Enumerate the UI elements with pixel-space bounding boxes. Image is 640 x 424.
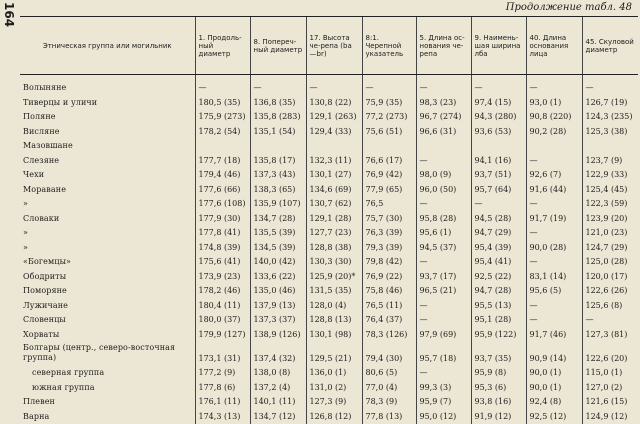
measurement-cell: 126,8 (12) (306, 409, 362, 424)
data-table-frame (20, 16, 638, 421)
measurement-cell: 91,7 (19) (526, 211, 582, 226)
measurement-cell: 126,7 (19) (582, 95, 638, 110)
measurement-cell: 130,3 (30) (306, 255, 362, 270)
table-row (20, 168, 638, 183)
table-row (20, 110, 638, 125)
measurement-cell: 177,6 (66) (195, 182, 250, 197)
measurement-cell: 130,1 (98) (306, 327, 362, 342)
measurement-cell: 140,1 (11) (250, 395, 306, 410)
measurement-cell: 93,7 (51) (471, 168, 526, 183)
measurement-cell: 91,7 (46) (526, 327, 582, 342)
measurement-cell: — (416, 313, 471, 328)
measurement-cell: 125,3 (38) (582, 124, 638, 139)
measurement-cell: 129,1 (263) (306, 110, 362, 125)
measurement-cell: 125,4 (45) (582, 182, 638, 197)
measurement-cell: 127,7 (23) (306, 226, 362, 241)
group-name-cell: Хорваты (23, 329, 60, 339)
measurement-cell: 122,6 (26) (582, 284, 638, 299)
table-row (20, 269, 638, 284)
measurement-cell: 130,7 (62) (306, 197, 362, 212)
measurement-cell: 123,7 (9) (582, 153, 638, 168)
measurement-cell: 83,1 (14) (526, 269, 582, 284)
measurement-cell: 96,7 (274) (416, 110, 471, 125)
group-name-cell: Волыняне (23, 83, 67, 93)
measurement-cell: — (471, 197, 526, 212)
measurement-cell: 137,9 (13) (250, 298, 306, 313)
measurement-cell: 136,0 (1) (306, 366, 362, 381)
measurement-cell: 128,0 (4) (306, 298, 362, 313)
measurement-cell: — (416, 298, 471, 313)
measurement-cell: — (526, 81, 582, 96)
table-row (20, 153, 638, 168)
measurement-cell: 127,3 (9) (306, 395, 362, 410)
measurement-cell: 177,8 (6) (195, 380, 250, 395)
measurement-cell: 140,0 (42) (250, 255, 306, 270)
measurement-cell: 177,6 (108) (195, 197, 250, 212)
craniometric-table (20, 16, 638, 424)
measurement-cell: 179,9 (127) (195, 327, 250, 342)
measurement-cell: 91,9 (12) (471, 409, 526, 424)
measurement-cell: 77,0 (4) (362, 380, 416, 395)
measurement-cell: 76,5 (11) (362, 298, 416, 313)
measurement-cell: — (526, 226, 582, 241)
measurement-cell: 115,0 (1) (582, 366, 638, 381)
table-row (20, 95, 638, 110)
table-row (20, 182, 638, 197)
measurement-cell (526, 139, 582, 154)
measurement-cell: — (416, 366, 471, 381)
measurement-cell: 177,9 (30) (195, 211, 250, 226)
table-row (20, 197, 638, 212)
measurement-cell: — (306, 81, 362, 96)
measurement-cell: 90,2 (28) (526, 124, 582, 139)
measurement-cell: 94,1 (16) (471, 153, 526, 168)
measurement-cell: 180,0 (37) (195, 313, 250, 328)
measurement-cell: 75,7 (30) (362, 211, 416, 226)
measurement-cell: 94,7 (29) (471, 226, 526, 241)
measurement-cell: 122,3 (59) (582, 197, 638, 212)
column-header: 17. Высота че-репа (ba—br) (306, 17, 362, 75)
measurement-cell: 93,7 (35) (471, 342, 526, 366)
column-header-group: Этническая группа или могильник (20, 17, 195, 75)
measurement-cell: 97,9 (69) (416, 327, 471, 342)
measurement-cell: 124,9 (12) (582, 409, 638, 424)
table-body (20, 75, 638, 424)
measurement-cell: 137,4 (32) (250, 342, 306, 366)
measurement-cell: — (526, 153, 582, 168)
measurement-cell: 79,4 (30) (362, 342, 416, 366)
group-name-cell: Лужичане (23, 300, 68, 310)
measurement-cell: — (471, 81, 526, 96)
measurement-cell: 137,3 (43) (250, 168, 306, 183)
group-name-cell: Висляне (23, 126, 60, 136)
measurement-cell: 121,0 (23) (582, 226, 638, 241)
measurement-cell: 94,5 (37) (416, 240, 471, 255)
measurement-cell: 90,0 (1) (526, 380, 582, 395)
measurement-cell: 79,8 (42) (362, 255, 416, 270)
measurement-cell: — (362, 81, 416, 96)
measurement-cell: 77,8 (13) (362, 409, 416, 424)
measurement-cell: 122,6 (20) (582, 342, 638, 366)
measurement-cell: 95,8 (28) (416, 211, 471, 226)
measurement-cell: 127,3 (81) (582, 327, 638, 342)
table-row (20, 395, 638, 410)
measurement-cell: 90,0 (28) (526, 240, 582, 255)
measurement-cell: 122,9 (33) (582, 168, 638, 183)
table-header-row (20, 17, 638, 75)
measurement-cell: 92,6 (7) (526, 168, 582, 183)
measurement-cell: 138,3 (65) (250, 182, 306, 197)
group-name-cell: » (23, 199, 28, 209)
measurement-cell: 129,1 (28) (306, 211, 362, 226)
measurement-cell: 96,6 (31) (416, 124, 471, 139)
measurement-cell (362, 139, 416, 154)
table-row (20, 327, 638, 342)
measurement-cell: 90,8 (220) (526, 110, 582, 125)
measurement-cell: 177,8 (41) (195, 226, 250, 241)
measurement-cell: 128,8 (38) (306, 240, 362, 255)
measurement-cell: 138,0 (8) (250, 366, 306, 381)
table-row (20, 313, 638, 328)
measurement-cell: 134,7 (12) (250, 409, 306, 424)
measurement-cell: 76,4 (37) (362, 313, 416, 328)
measurement-cell: — (526, 298, 582, 313)
measurement-cell: 94,7 (28) (471, 284, 526, 299)
measurement-cell: 135,0 (46) (250, 284, 306, 299)
measurement-cell (582, 139, 638, 154)
measurement-cell: 93,8 (16) (471, 395, 526, 410)
measurement-cell: 137,2 (4) (250, 380, 306, 395)
measurement-cell: 91,6 (44) (526, 182, 582, 197)
measurement-cell: 134,6 (69) (306, 182, 362, 197)
measurement-cell: 130,8 (22) (306, 95, 362, 110)
measurement-cell: — (416, 81, 471, 96)
measurement-cell: 179,4 (46) (195, 168, 250, 183)
measurement-cell: 124,3 (235) (582, 110, 638, 125)
measurement-cell: 76,3 (39) (362, 226, 416, 241)
measurement-cell: — (195, 81, 250, 96)
measurement-cell: 99,3 (3) (416, 380, 471, 395)
measurement-cell: 121,6 (15) (582, 395, 638, 410)
measurement-cell: 178,2 (46) (195, 284, 250, 299)
table-row (20, 284, 638, 299)
measurement-cell: 98,0 (9) (416, 168, 471, 183)
measurement-cell: 135,1 (54) (250, 124, 306, 139)
group-name-cell: » (23, 228, 28, 238)
measurement-cell: 127,0 (2) (582, 380, 638, 395)
table-row (20, 366, 638, 381)
measurement-cell: 94,3 (280) (471, 110, 526, 125)
measurement-cell: — (582, 81, 638, 96)
column-header: 8:1. Черепной указатель (362, 17, 416, 75)
measurement-cell: 92,4 (8) (526, 395, 582, 410)
table-row (20, 255, 638, 270)
page-number: 164 (2, 2, 16, 28)
measurement-cell: 77,2 (273) (362, 110, 416, 125)
measurement-cell: 78,3 (126) (362, 327, 416, 342)
group-name-cell: Болгары (центр., северо-восточная группа) (23, 342, 176, 362)
measurement-cell (195, 139, 250, 154)
measurement-cell: 131,5 (35) (306, 284, 362, 299)
measurement-cell: 95,1 (28) (471, 313, 526, 328)
table-row (20, 211, 638, 226)
measurement-cell: 129,5 (21) (306, 342, 362, 366)
group-name-cell: Слезяне (23, 155, 60, 165)
measurement-cell: — (416, 197, 471, 212)
table-continuation-caption: Продолжение табл. 48 (505, 2, 632, 13)
measurement-cell: 98,3 (23) (416, 95, 471, 110)
group-name-cell: Чехи (23, 170, 45, 180)
measurement-cell: 173,9 (23) (195, 269, 250, 284)
group-name-cell: северная группа (32, 368, 105, 378)
measurement-cell: 135,8 (17) (250, 153, 306, 168)
measurement-cell: 93,6 (53) (471, 124, 526, 139)
measurement-cell: 78,3 (9) (362, 395, 416, 410)
measurement-cell: 90,0 (1) (526, 366, 582, 381)
measurement-cell: 79,3 (39) (362, 240, 416, 255)
measurement-cell: 95,4 (39) (471, 240, 526, 255)
table-row (20, 139, 638, 154)
measurement-cell: 125,9 (20)* (306, 269, 362, 284)
measurement-cell: — (526, 255, 582, 270)
group-name-cell: Словаки (23, 213, 60, 223)
measurement-cell: 92,5 (12) (526, 409, 582, 424)
column-header: 8. Попереч-ный диаметр (250, 17, 306, 75)
measurement-cell: 177,2 (9) (195, 366, 250, 381)
group-name-cell: Мазовшане (23, 141, 73, 151)
measurement-cell: 95,6 (1) (416, 226, 471, 241)
table-row (20, 342, 638, 366)
measurement-cell: 93,7 (17) (416, 269, 471, 284)
measurement-cell: 137,3 (37) (250, 313, 306, 328)
measurement-cell: 174,8 (39) (195, 240, 250, 255)
column-header: 5. Длина ос-нования че-репа (416, 17, 471, 75)
measurement-cell: 95,9 (122) (471, 327, 526, 342)
measurement-cell: 175,9 (273) (195, 110, 250, 125)
group-name-cell: Варна (23, 411, 50, 421)
measurement-cell: — (416, 255, 471, 270)
group-name-cell: Поморяне (23, 286, 67, 296)
measurement-cell: 173,1 (31) (195, 342, 250, 366)
measurement-cell: 132,3 (11) (306, 153, 362, 168)
measurement-cell: 95,5 (13) (471, 298, 526, 313)
measurement-cell: 95,4 (41) (471, 255, 526, 270)
measurement-cell: 133,6 (22) (250, 269, 306, 284)
measurement-cell: 95,9 (7) (416, 395, 471, 410)
group-name-cell: «Богемцы» (23, 257, 72, 267)
measurement-cell: 75,9 (35) (362, 95, 416, 110)
measurement-cell: 76,5 (362, 197, 416, 212)
measurement-cell: 75,8 (46) (362, 284, 416, 299)
measurement-cell: 136,8 (35) (250, 95, 306, 110)
measurement-cell: 130,1 (27) (306, 168, 362, 183)
column-header: 9. Наимень-шая ширина лба (471, 17, 526, 75)
measurement-cell: 76,9 (22) (362, 269, 416, 284)
group-name-cell: Словенцы (23, 315, 66, 325)
measurement-cell: 174,3 (13) (195, 409, 250, 424)
group-name-cell: южная группа (32, 382, 95, 392)
measurement-cell: 94,5 (28) (471, 211, 526, 226)
measurement-cell: — (526, 313, 582, 328)
measurement-cell: 128,8 (13) (306, 313, 362, 328)
measurement-cell: 135,9 (107) (250, 197, 306, 212)
measurement-cell: 175,6 (41) (195, 255, 250, 270)
measurement-cell: 176,1 (11) (195, 395, 250, 410)
table-row (20, 81, 638, 96)
group-name-cell: » (23, 242, 28, 252)
measurement-cell: 180,4 (11) (195, 298, 250, 313)
measurement-cell: 77,9 (65) (362, 182, 416, 197)
group-name-cell: Мораване (23, 184, 67, 194)
table-row (20, 240, 638, 255)
table-row (20, 409, 638, 424)
measurement-cell: 124,7 (29) (582, 240, 638, 255)
measurement-cell: 90,9 (14) (526, 342, 582, 366)
measurement-cell: 76,9 (42) (362, 168, 416, 183)
measurement-cell: 180,5 (35) (195, 95, 250, 110)
measurement-cell: 95,0 (12) (416, 409, 471, 424)
group-name-cell: Плевен (23, 397, 55, 407)
measurement-cell: 123,9 (20) (582, 211, 638, 226)
group-name-cell: Тиверцы и уличи (23, 97, 98, 107)
measurement-cell: 138,9 (126) (250, 327, 306, 342)
measurement-cell: 120,0 (17) (582, 269, 638, 284)
measurement-cell: 135,8 (283) (250, 110, 306, 125)
measurement-cell: 125,6 (8) (582, 298, 638, 313)
measurement-cell: 96,0 (50) (416, 182, 471, 197)
measurement-cell: 134,7 (28) (250, 211, 306, 226)
measurement-cell: 75,6 (51) (362, 124, 416, 139)
table-row (20, 226, 638, 241)
measurement-cell: 95,7 (18) (416, 342, 471, 366)
measurement-cell: 93,0 (1) (526, 95, 582, 110)
column-header: 45. Скуловой диаметр (582, 17, 638, 75)
measurement-cell: 92,5 (22) (471, 269, 526, 284)
measurement-cell: 95,6 (5) (526, 284, 582, 299)
measurement-cell (306, 139, 362, 154)
measurement-cell: 178,2 (54) (195, 124, 250, 139)
table-row (20, 298, 638, 313)
measurement-cell (416, 139, 471, 154)
measurement-cell: 131,0 (2) (306, 380, 362, 395)
column-header: 1. Продоль-ный диаметр (195, 17, 250, 75)
measurement-cell: 96,5 (21) (416, 284, 471, 299)
measurement-cell: — (526, 197, 582, 212)
column-header: 40. Длина основания лица (526, 17, 582, 75)
measurement-cell: 95,9 (8) (471, 366, 526, 381)
measurement-cell: 134,5 (39) (250, 240, 306, 255)
measurement-cell (471, 139, 526, 154)
measurement-cell: 135,5 (39) (250, 226, 306, 241)
group-name-cell: Ободриты (23, 271, 67, 281)
group-name-cell: Поляне (23, 112, 56, 122)
measurement-cell (250, 139, 306, 154)
measurement-cell: 95,7 (64) (471, 182, 526, 197)
table-row (20, 380, 638, 395)
measurement-cell: — (250, 81, 306, 96)
measurement-cell: — (416, 153, 471, 168)
measurement-cell: — (582, 313, 638, 328)
measurement-cell: 129,4 (33) (306, 124, 362, 139)
measurement-cell: 125,0 (28) (582, 255, 638, 270)
measurement-cell: 80,6 (5) (362, 366, 416, 381)
measurement-cell: 76,6 (17) (362, 153, 416, 168)
table-row (20, 124, 638, 139)
measurement-cell: 97,4 (15) (471, 95, 526, 110)
measurement-cell: 95,3 (6) (471, 380, 526, 395)
measurement-cell: 177,7 (18) (195, 153, 250, 168)
